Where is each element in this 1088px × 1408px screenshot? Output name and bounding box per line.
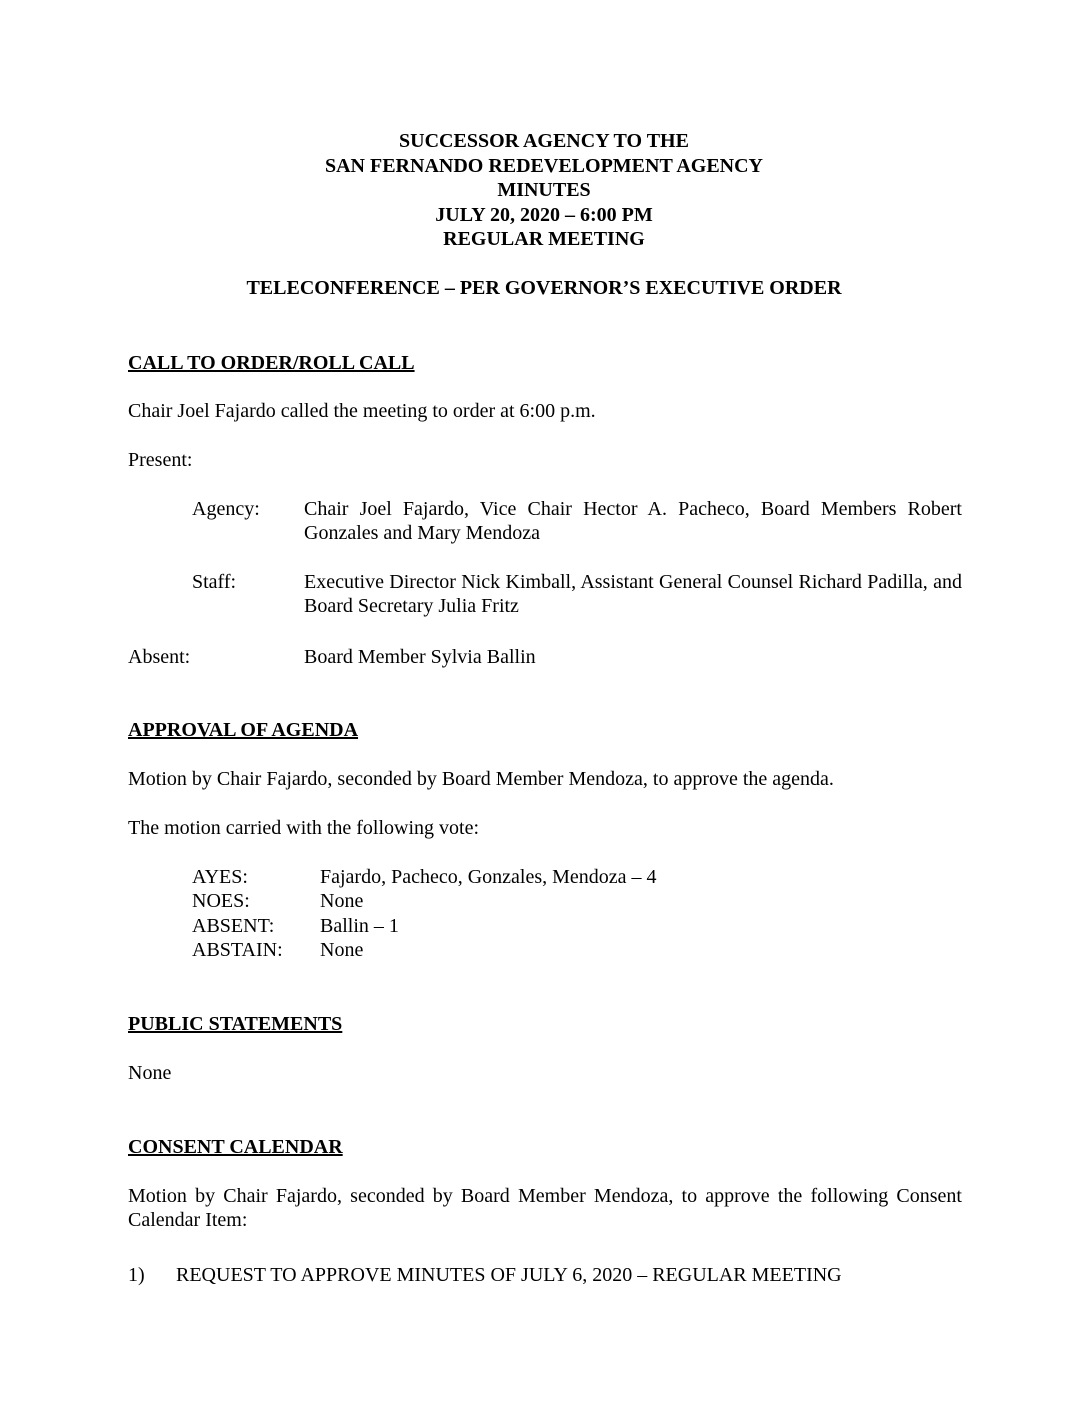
- vote-label-ayes: AYES:: [192, 866, 248, 888]
- vote-value-noes: None: [320, 890, 364, 912]
- header-minutes-line: MINUTES: [497, 179, 591, 201]
- section-heading-consent-calendar: CONSENT CALENDAR: [128, 1136, 343, 1158]
- section-heading-approval-of-agenda: APPROVAL OF AGENDA: [128, 719, 359, 741]
- call-to-order-statement: Chair Joel Fajardo called the meeting to order at 6:00 p.m.: [128, 400, 596, 422]
- header-redevelopment-line: SAN FERNANDO REDEVELOPMENT AGENCY: [324, 154, 763, 177]
- absent-members-text: Board Member Sylvia Ballin: [304, 646, 536, 668]
- vote-intro-text: The motion carried with the following vote:: [128, 817, 480, 839]
- header-meeting-type-line: REGULAR MEETING: [443, 228, 645, 250]
- consent-item-number: 1): [128, 1264, 145, 1286]
- present-label: Present:: [128, 449, 193, 471]
- consent-motion-text: Motion by Chair Fajardo, seconded by Board Member Mendoza, to approve the following Consent Calendar Item:: [128, 1185, 962, 1231]
- agency-label: Agency:: [192, 498, 260, 520]
- consent-item-text: REQUEST TO APPROVE MINUTES OF JULY 6, 2020 – REGULAR MEETING: [176, 1264, 842, 1286]
- vote-label-noes: NOES:: [192, 890, 250, 912]
- section-heading-call-to-order: CALL TO ORDER/ROLL CALL: [128, 352, 415, 374]
- vote-value-abstain: None: [320, 939, 364, 961]
- teleconference-notice: TELECONFERENCE – PER GOVERNOR’S EXECUTIVE ORDER: [246, 277, 842, 299]
- header-date-line: JULY 20, 2020 – 6:00 PM: [435, 203, 653, 226]
- vote-value-absent: Ballin – 1: [320, 915, 399, 937]
- vote-label-absent: ABSENT:: [192, 915, 275, 937]
- public-statements-text: None: [128, 1062, 172, 1084]
- vote-value-ayes: Fajardo, Pacheco, Gonzales, Mendoza – 4: [320, 866, 657, 888]
- staff-label: Staff:: [192, 571, 237, 593]
- agenda-motion-text: Motion by Chair Fajardo, seconded by Board Member Mendoza, to approve the agenda.: [128, 768, 834, 790]
- staff-members-text: Executive Director Nick Kimball, Assistant General Counsel Richard Padilla, and Board Secretary Julia Fritz: [304, 571, 962, 617]
- document-header: [0, 129, 1088, 252]
- agency-members-text: Chair Joel Fajardo, Vice Chair Hector A. Pacheco, Board Members Robert Gonzales and Mary Mendoza: [304, 498, 962, 544]
- absent-label: Absent:: [128, 646, 191, 668]
- vote-label-abstain: ABSTAIN:: [192, 939, 283, 961]
- header-agency-line: SUCCESSOR AGENCY TO THE: [399, 130, 689, 152]
- section-heading-public-statements: PUBLIC STATEMENTS: [128, 1013, 343, 1035]
